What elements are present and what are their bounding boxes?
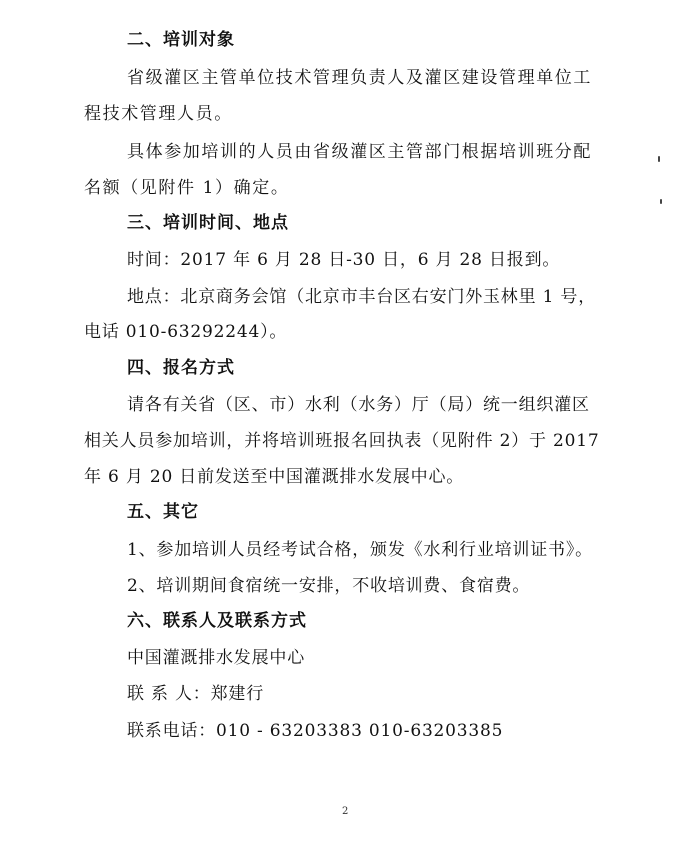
page-number: 2	[342, 806, 349, 817]
scan-mark	[658, 156, 660, 162]
paragraph-line: 具体参加培训的人员由省级灌区主管部门根据培训班分配	[127, 142, 592, 162]
paragraph-line: 名额（见附件 1）确定。	[84, 178, 290, 198]
contact-organization: 中国灌溉排水发展中心	[127, 648, 305, 668]
section-heading-other: 五、其它	[127, 502, 199, 522]
list-item-fees: 2、培训期间食宿统一安排，不收培训费、食宿费。	[127, 576, 531, 596]
section-heading-registration: 四、报名方式	[127, 358, 235, 378]
paragraph-line-phone: 电话 010-63292244）。	[84, 322, 288, 342]
paragraph-line-location: 地点：北京商务会馆（北京市丰台区右安门外玉林里 1 号，	[127, 287, 597, 307]
paragraph-line-time: 时间：2017 年 6 月 28 日-30 日，6 月 28 日报到。	[127, 250, 561, 270]
list-item-certificate: 1、参加培训人员经考试合格，颁发《水利行业培训证书》。	[127, 540, 593, 560]
scan-mark	[660, 199, 662, 204]
contact-phone: 联系电话：010 - 63203383 010-63203385	[127, 721, 504, 741]
section-heading-time-location: 三、培训时间、地点	[127, 213, 289, 233]
section-heading-training-targets: 二、培训对象	[127, 30, 235, 50]
paragraph-line: 程技术管理人员。	[84, 104, 233, 124]
paragraph-line: 相关人员参加培训，并将培训班报名回执表（见附件 2）于 2017	[84, 431, 600, 451]
paragraph-line: 年 6 月 20 日前发送至中国灌溉排水发展中心。	[84, 467, 465, 487]
contact-person: 联 系 人：郑建行	[127, 684, 265, 704]
section-heading-contacts: 六、联系人及联系方式	[127, 611, 307, 631]
paragraph-line: 省级灌区主管单位技术管理负责人及灌区建设管理单位工	[127, 68, 592, 88]
paragraph-line: 请各有关省（区、市）水利（水务）厅（局）统一组织灌区	[127, 395, 590, 415]
